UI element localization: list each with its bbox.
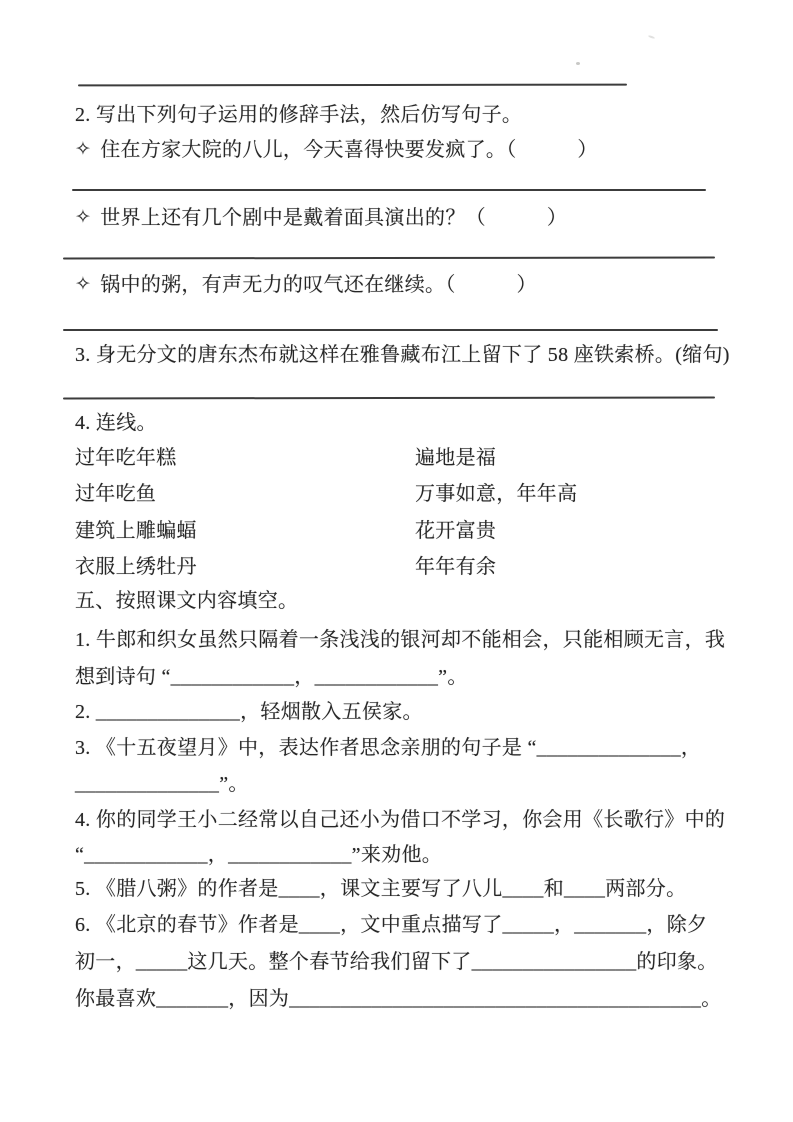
match-left-item-1: 过年吃年糕 (75, 447, 177, 469)
question-2-prompt: 2. 写出下列句子运用的修辞手法，然后仿写句子。 (75, 104, 523, 126)
answer-line (78, 84, 627, 87)
answer-line (72, 189, 706, 191)
diamond-bullet-icon: ✧ (75, 274, 92, 295)
s5-item-1-line-2: 想到诗句 “____________，____________”。 (75, 666, 468, 688)
answer-line (63, 329, 718, 331)
answer-line (63, 257, 715, 260)
match-left-item-4: 衣服上绣牡丹 (75, 556, 197, 578)
rhetoric-sentence-3: 锅中的粥，有声无力的叹气还在继续。（ ） (100, 274, 537, 296)
match-left-item-2: 过年吃鱼 (75, 483, 157, 505)
s5-item-6-line-3: 你最喜欢_______，因为________________________________________。 (75, 988, 722, 1010)
rhetoric-sentence-2: 世界上还有几个剧中是戴着面具演出的？（ ） (100, 207, 568, 229)
scan-speck (576, 62, 580, 65)
s5-item-3-line-2: ______________”。 (75, 773, 249, 795)
rhetoric-item-3 (75, 272, 537, 299)
rhetoric-sentence-1: 住在方家大院的八儿，今天喜得快要发疯了。（ ） (100, 139, 598, 161)
rhetoric-item-2 (75, 205, 567, 232)
section-5-title: 五、按照课文内容填空。 (75, 590, 299, 612)
scan-speck (648, 35, 655, 39)
s5-item-4-line-2: “____________，____________”来劝他。 (75, 844, 443, 866)
s5-item-3-line-1: 3. 《十五夜望月》中，表达作者思念亲朋的句子是 “______________， (75, 737, 702, 759)
diamond-bullet-icon: ✧ (75, 139, 92, 160)
question-4-prompt: 4. 连线。 (75, 412, 157, 434)
s5-item-5: 5. 《腊八粥》的作者是____，课文主要写了八儿____和____两部分。 (75, 878, 687, 900)
question-3-text: 3. 身无分文的唐东杰布就这样在雅鲁藏布江上留下了 58 座铁索桥。(缩句) (75, 344, 730, 366)
s5-item-4-line-1: 4. 你的同学王小二经常以自己还小为借口不学习，你会用《长歌行》中的 (75, 809, 726, 831)
match-right-item-2: 万事如意，年年高 (415, 483, 578, 505)
match-right-item-1: 遍地是福 (415, 447, 497, 469)
diamond-bullet-icon: ✧ (75, 207, 92, 228)
answer-line (63, 397, 715, 400)
match-left-item-3: 建筑上雕蝙蝠 (75, 520, 197, 542)
s5-item-2: 2. ______________，轻烟散入五侯家。 (75, 701, 423, 723)
s5-item-6-line-2: 初一，_____这几天。整个春节给我们留下了________________的印象。 (75, 951, 718, 973)
s5-item-1-line-1: 1. 牛郎和织女虽然只隔着一条浅浅的银河却不能相会，只能相顾无言，我 (75, 629, 726, 651)
match-right-item-4: 年年有余 (415, 556, 497, 578)
rhetoric-item-1 (75, 137, 598, 164)
match-right-item-3: 花开富贵 (415, 520, 497, 542)
s5-item-6-line-1: 6. 《北京的春节》作者是____，文中重点描写了_____，_______，除夕 (75, 914, 708, 936)
